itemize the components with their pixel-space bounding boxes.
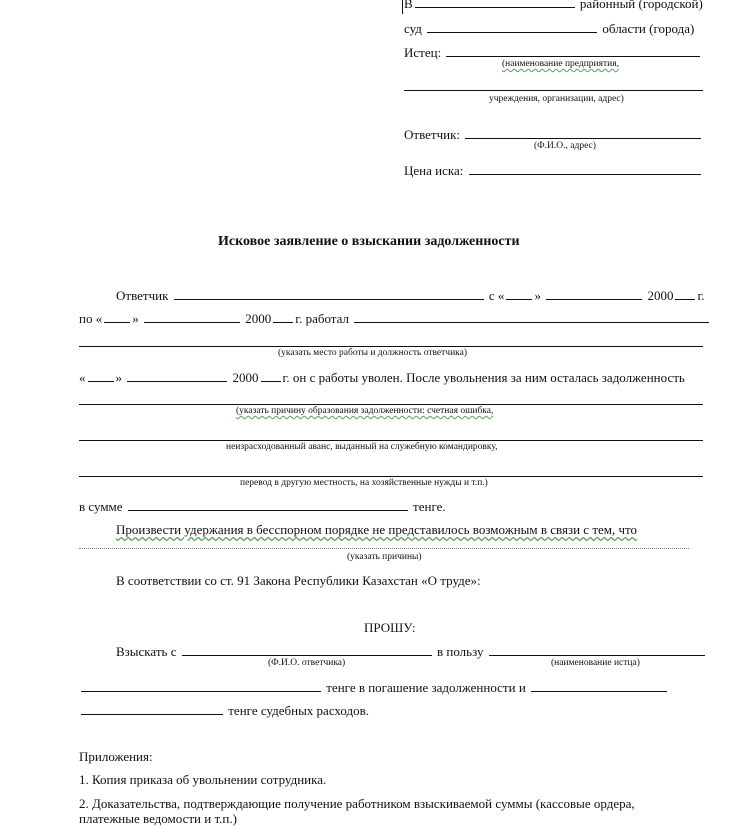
text-cursor (402, 0, 403, 14)
reason-blank-2[interactable] (79, 440, 703, 441)
hint-reason-3: перевод в другую местность, на хозяйственные нужды и т.п.) (240, 478, 488, 488)
debt-line (79, 680, 669, 695)
hint-plaintiff-name: (наименование истца) (551, 658, 640, 668)
defendant-word: Ответчик (116, 288, 169, 303)
court-district-label: районный (городской) (579, 0, 703, 11)
plaintiff-hint-1: (наименование предприятия, (502, 59, 619, 69)
sum-label: в сумме (79, 499, 123, 514)
worked-label: г. работал (295, 311, 350, 326)
to-year-blank[interactable] (273, 311, 293, 323)
collect-defendant-blank[interactable] (182, 644, 432, 656)
document-title: Исковое заявление о взыскании задолженности (218, 234, 520, 249)
hint-workplace: (указать место работы и должность ответчика) (278, 348, 468, 358)
dismiss-month-blank[interactable] (127, 370, 227, 382)
plaintiff-blank-2[interactable] (404, 90, 703, 91)
court-line (404, 0, 703, 11)
to-month-blank[interactable] (144, 311, 240, 323)
attachments-heading: Приложения: (79, 749, 153, 764)
to-day-blank[interactable] (104, 311, 130, 323)
to-quote-close: » (132, 311, 139, 326)
debt-extra-blank[interactable] (531, 680, 667, 692)
hint-reason-2: неизрасходованный аванс, выданный на служебную командировку, (226, 442, 498, 452)
from-day-blank[interactable] (506, 288, 532, 300)
hint-defendant-name: (Ф.И.О. ответчика) (268, 658, 346, 668)
sum-blank[interactable] (128, 499, 408, 511)
paragraph-3 (79, 370, 685, 385)
claim-price-blank[interactable] (469, 163, 701, 175)
defendant-blank[interactable] (465, 127, 701, 139)
dismiss-quote-close: » (115, 370, 122, 385)
in-favor-label: в пользу (437, 644, 484, 659)
attachment-item-2-cont: платежные ведомости и т.п.) (79, 811, 237, 826)
reason-blank-1[interactable] (79, 404, 703, 405)
workplace-blank[interactable] (354, 311, 709, 323)
paragraph-2 (79, 311, 711, 326)
plaintiff-blank[interactable] (446, 45, 700, 57)
hint-reasons: (указать причины) (347, 552, 422, 562)
costs-line (79, 703, 369, 718)
year-suffix: г. (697, 288, 705, 303)
deduction-line (116, 522, 637, 537)
court-to-label: В (404, 0, 413, 11)
attachment-item-2: 2. Доказательства, подтверждающие получение работником взыскиваемой суммы (кассовые ордера, (79, 796, 635, 811)
court-region-label: области (города) (602, 21, 695, 36)
plaintiff-label: Истец: (404, 45, 442, 60)
sum-line (79, 499, 446, 514)
request-heading: ПРОШУ: (364, 620, 416, 635)
law-line: В соответствии со ст. 91 Закона Республики Казахстан «О труде»: (116, 573, 481, 588)
dismiss-year: 2000 (232, 370, 259, 385)
deduction-text: Произвести удержания в бесспорном порядке не представилось возможным в связи с тем, что (116, 522, 638, 537)
sum-currency: тенге. (413, 499, 446, 514)
to-label: по « (79, 311, 103, 326)
costs-text: тенге судебных расходов. (228, 703, 370, 718)
reason-blank-3[interactable] (79, 476, 703, 477)
dismiss-text: г. он с работы уволен. После увольнения за ним осталась задолженность (282, 370, 685, 385)
court-blank[interactable] (415, 0, 575, 8)
debt-text: тенге в погашение задолженности и (326, 680, 526, 695)
dismiss-day-blank[interactable] (88, 370, 114, 382)
collect-line (116, 644, 707, 659)
claim-price-line (404, 163, 703, 178)
from-label: с « (488, 288, 505, 303)
to-year: 2000 (245, 311, 272, 326)
from-year-blank[interactable] (675, 288, 695, 300)
deduction-blank[interactable] (79, 548, 689, 549)
court-region-blank[interactable] (427, 21, 597, 33)
debt-amount-blank[interactable] (81, 680, 321, 692)
collect-plaintiff-blank[interactable] (489, 644, 705, 656)
from-year: 2000 (647, 288, 674, 303)
plaintiff-hint-2: учреждения, организации, адрес) (489, 94, 624, 104)
dismiss-quote-open: « (79, 370, 86, 385)
hint-reason-1: (указать причину образования задолженности: счетная ошибка, (236, 406, 494, 416)
plaintiff-line (404, 45, 702, 60)
defendant-name-blank[interactable] (174, 288, 484, 300)
defendant-hint: (Ф.И.О., адрес) (534, 141, 596, 151)
claim-price-label: Цена иска: (404, 163, 464, 178)
attachment-item-1: 1. Копия приказа об увольнении сотрудника. (79, 772, 327, 787)
defendant-label: Ответчик: (404, 127, 461, 142)
costs-blank[interactable] (81, 703, 223, 715)
dismiss-year-blank[interactable] (261, 370, 281, 382)
paragraph-1 (116, 288, 705, 303)
court-region-line (404, 21, 694, 36)
court-prefix: суд (404, 21, 422, 36)
defendant-line (404, 127, 703, 142)
workplace-blank-2[interactable] (79, 346, 703, 347)
from-month-blank[interactable] (546, 288, 642, 300)
collect-label: Взыскать с (116, 644, 177, 659)
from-quote-close: » (534, 288, 541, 303)
